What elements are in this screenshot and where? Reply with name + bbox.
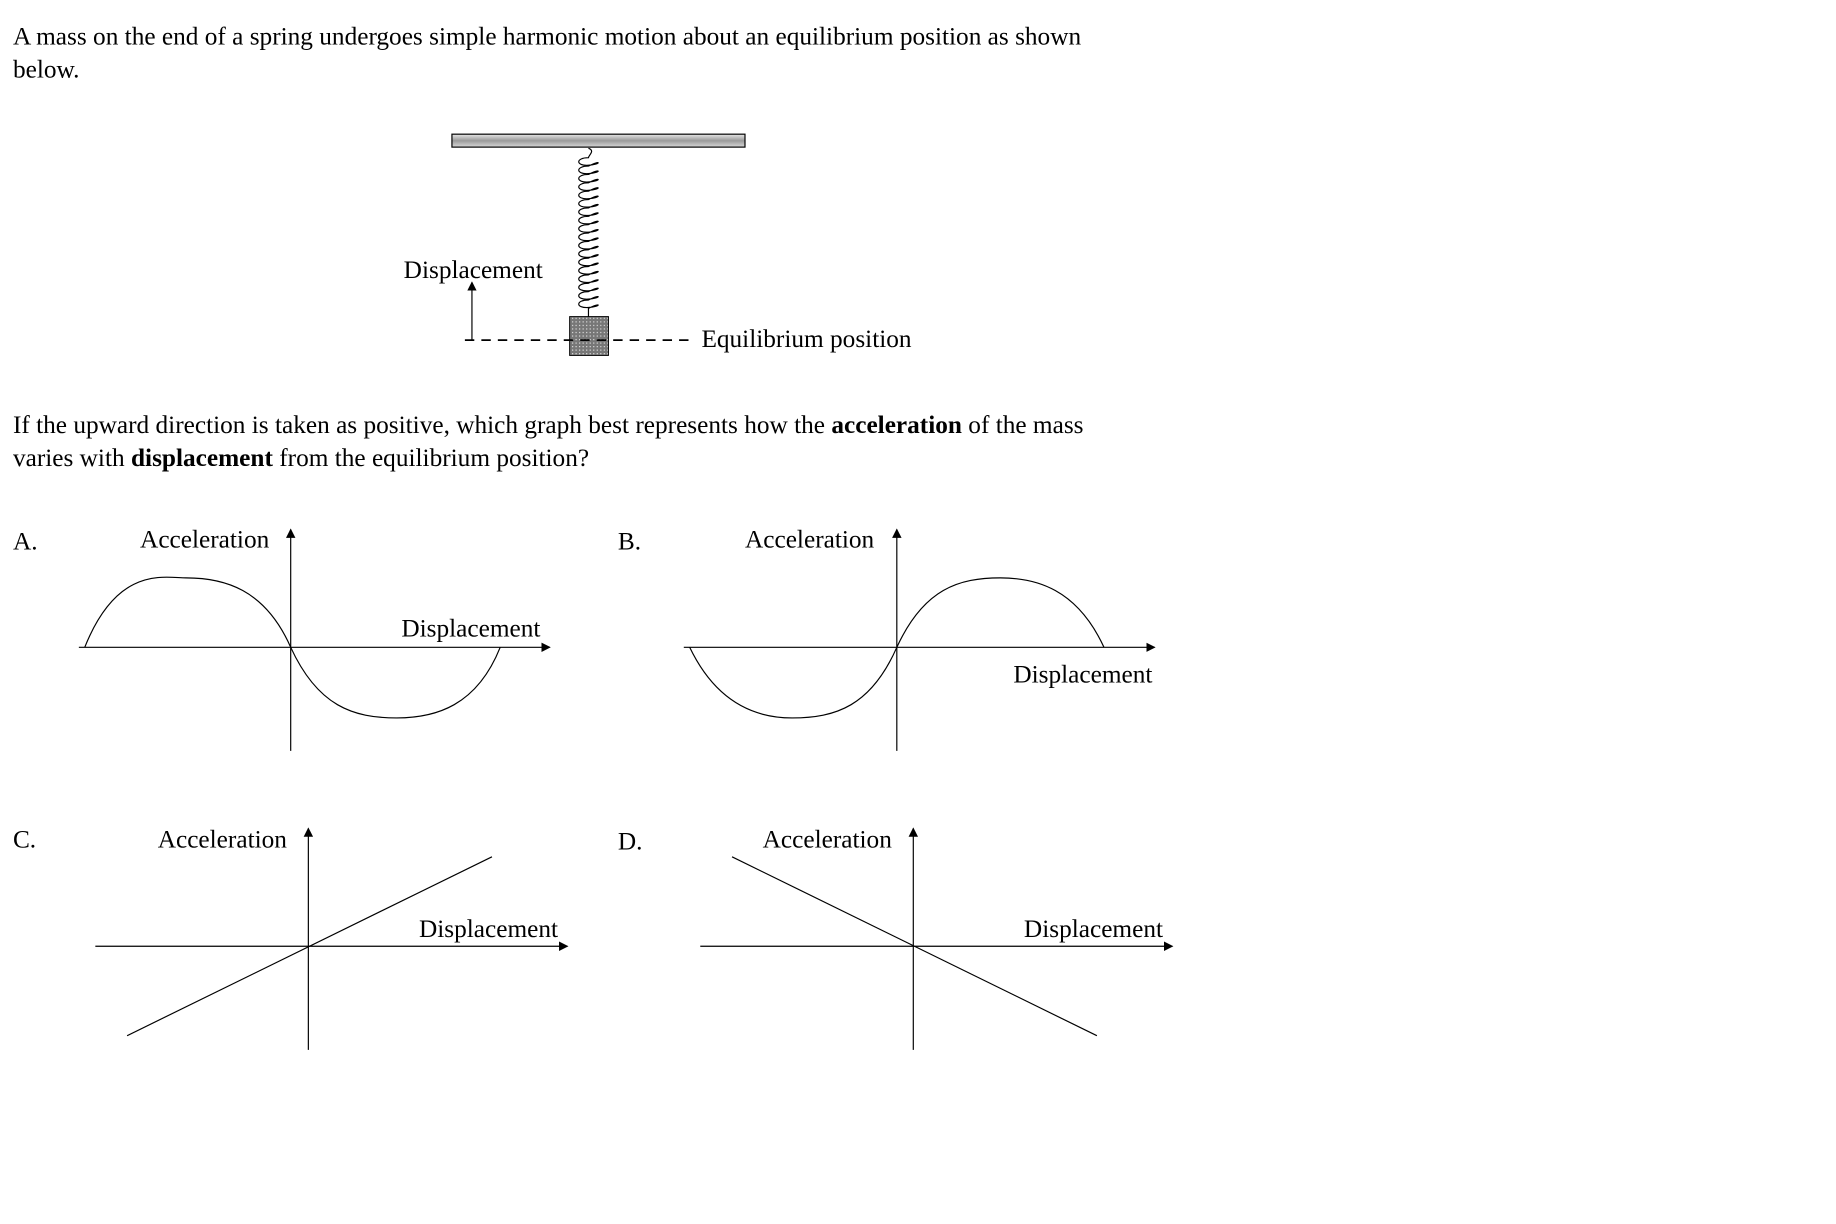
spring [579, 148, 598, 316]
option-letter: A. [12, 527, 38, 556]
question-prompt-line2: varies with displacement from the equilibrium position? [12, 444, 590, 473]
displacement-label: Displacement [403, 255, 543, 284]
mass-block [570, 317, 609, 356]
option-letter: C. [12, 825, 37, 854]
option-b[interactable] [618, 525, 1155, 751]
x-axis-label: Displacement [418, 914, 559, 943]
equilibrium-label: Equilibrium position [701, 325, 912, 354]
y-axis-label: Acceleration [140, 525, 270, 554]
y-axis-label: Acceleration [744, 525, 875, 554]
option-d[interactable] [618, 825, 1172, 1049]
option-letter: D. [617, 827, 643, 856]
question-prompt-line1: If the upward direction is taken as positive, which graph best represents how the acceleration of the mass [12, 411, 1084, 440]
x-axis-label: Displacement [1013, 660, 1153, 689]
question-intro-line1: A mass on the end of a spring undergoes simple harmonic motion about an equilibrium position as shown [12, 22, 1082, 51]
ceiling-bar [452, 134, 745, 147]
x-axis-label: Displacement [1023, 914, 1164, 943]
y-axis-label: Acceleration [157, 825, 287, 854]
spring-diagram [404, 134, 912, 355]
y-axis-label: Acceleration [762, 825, 892, 854]
option-a[interactable] [13, 525, 550, 751]
option-c[interactable] [13, 825, 567, 1049]
option-letter: B. [617, 527, 642, 556]
question-intro-line2: below. [12, 55, 80, 84]
x-axis-label: Displacement [401, 614, 541, 643]
